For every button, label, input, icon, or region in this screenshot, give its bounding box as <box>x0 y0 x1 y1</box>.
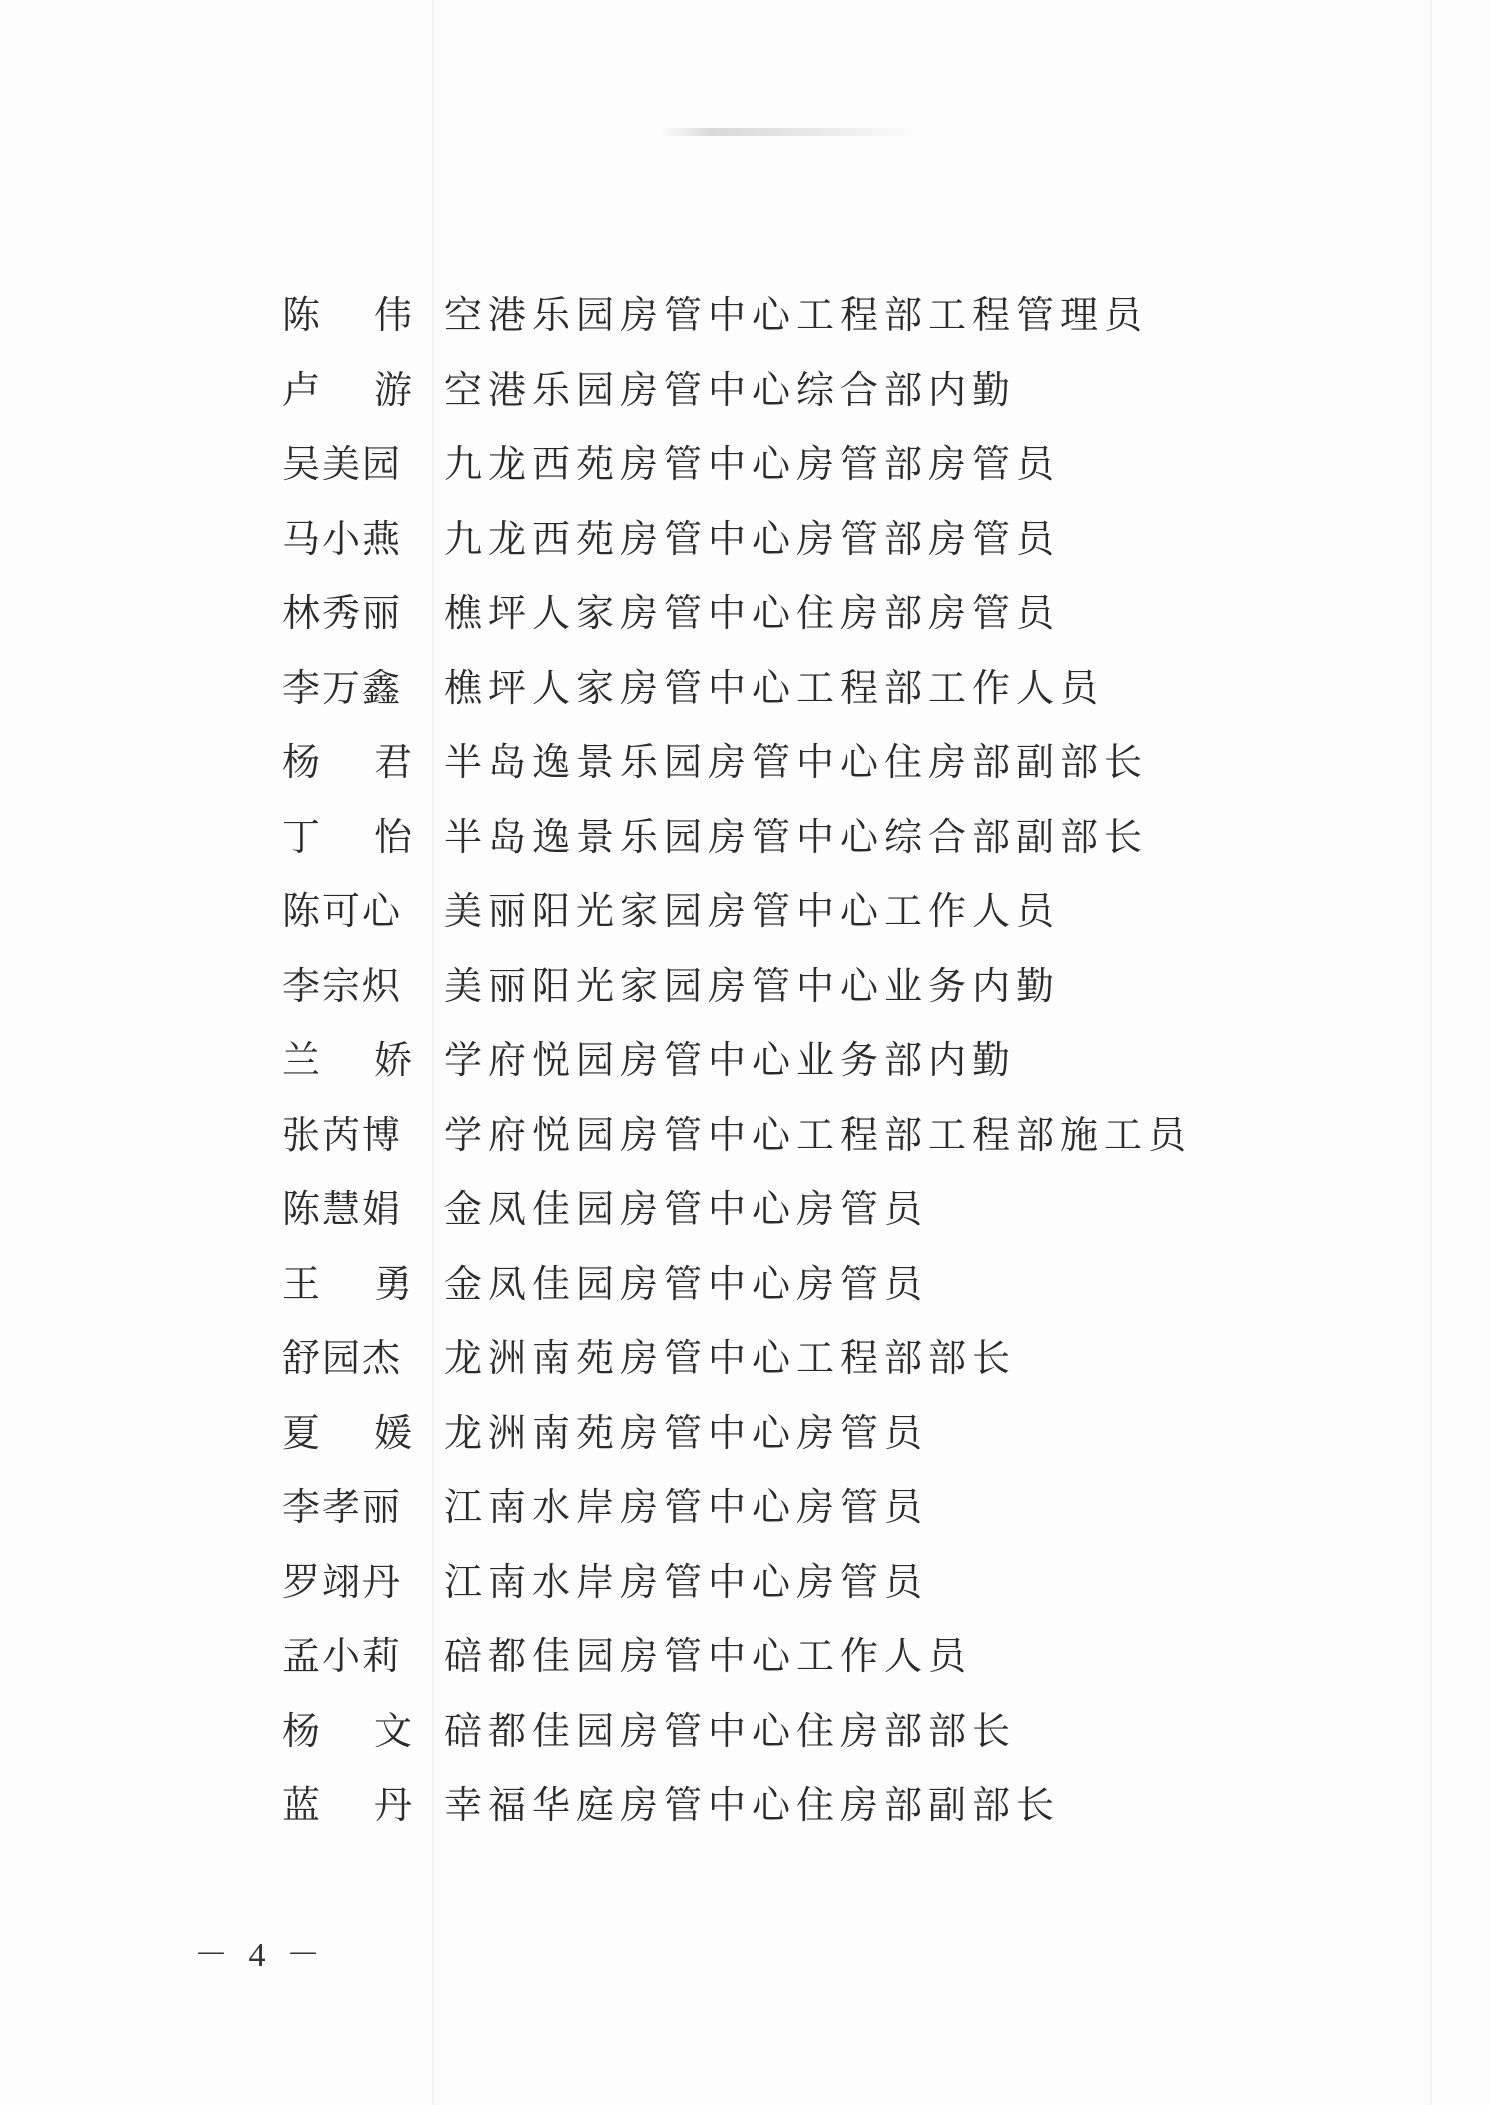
person-name: 罗翊丹 <box>282 1559 403 1604</box>
personnel-list <box>282 278 1282 1843</box>
page-number: － 4 － <box>194 1937 326 1974</box>
scan-artifact <box>660 128 920 136</box>
personnel-row <box>282 651 1282 726</box>
person-name: 卢游 <box>282 367 467 412</box>
person-name: 李万鑫 <box>282 665 403 710</box>
person-name: 杨文 <box>282 1708 467 1753</box>
personnel-row <box>282 1545 1282 1620</box>
person-position: 龙洲南苑房管中心房管员 <box>444 1410 929 1455</box>
person-position: 金凤佳园房管中心房管员 <box>444 1187 929 1232</box>
personnel-row <box>282 725 1282 800</box>
person-name: 舒园杰 <box>282 1336 403 1381</box>
person-position: 碚都佳园房管中心工作人员 <box>444 1634 973 1679</box>
personnel-row <box>282 1694 1282 1769</box>
personnel-row <box>282 353 1282 428</box>
person-position: 龙洲南苑房管中心工程部部长 <box>444 1336 1017 1381</box>
person-position: 江南水岸房管中心房管员 <box>444 1485 929 1530</box>
person-name: 王勇 <box>282 1261 467 1306</box>
person-name: 李宗炽 <box>282 963 403 1008</box>
personnel-row <box>282 1247 1282 1322</box>
person-name: 蓝丹 <box>282 1783 467 1828</box>
scan-fold-line <box>1430 0 1432 2105</box>
person-name: 马小燕 <box>282 516 403 561</box>
person-position: 九龙西苑房管中心房管部房管员 <box>444 442 1061 487</box>
person-position: 金凤佳园房管中心房管员 <box>444 1261 929 1306</box>
person-position: 美丽阳光家园房管中心业务内勤 <box>444 963 1061 1008</box>
person-position: 美丽阳光家园房管中心工作人员 <box>444 889 1061 934</box>
personnel-row <box>282 1321 1282 1396</box>
person-position: 碚都佳园房管中心住房部部长 <box>444 1708 1017 1753</box>
personnel-row <box>282 949 1282 1024</box>
person-name: 张芮博 <box>282 1112 403 1157</box>
personnel-row <box>282 874 1282 949</box>
person-name: 丁怡 <box>282 814 467 859</box>
person-position: 九龙西苑房管中心房管部房管员 <box>444 516 1061 561</box>
person-position: 樵坪人家房管中心工程部工作人员 <box>444 665 1105 710</box>
person-position: 空港乐园房管中心工程部工程管理员 <box>444 293 1149 338</box>
person-name: 陈慧娟 <box>282 1187 403 1232</box>
personnel-row <box>282 1172 1282 1247</box>
personnel-row <box>282 1470 1282 1545</box>
personnel-row <box>282 427 1282 502</box>
personnel-row <box>282 502 1282 577</box>
person-name: 李孝丽 <box>282 1485 403 1530</box>
person-position: 半岛逸景乐园房管中心住房部副部长 <box>444 740 1149 785</box>
personnel-row <box>282 800 1282 875</box>
personnel-row <box>282 576 1282 651</box>
person-position: 半岛逸景乐园房管中心综合部副部长 <box>444 814 1149 859</box>
person-position: 学府悦园房管中心业务部内勤 <box>444 1038 1017 1083</box>
person-name: 兰娇 <box>282 1038 467 1083</box>
personnel-row <box>282 278 1282 353</box>
person-name: 孟小莉 <box>282 1634 403 1679</box>
person-name: 陈可心 <box>282 889 403 934</box>
person-name: 吴美园 <box>282 442 403 487</box>
personnel-row <box>282 1098 1282 1173</box>
person-name: 夏媛 <box>282 1410 467 1455</box>
personnel-row <box>282 1396 1282 1471</box>
person-position: 江南水岸房管中心房管员 <box>444 1559 929 1604</box>
person-position: 空港乐园房管中心综合部内勤 <box>444 367 1017 412</box>
personnel-row <box>282 1768 1282 1843</box>
person-name: 林秀丽 <box>282 591 403 636</box>
person-position: 樵坪人家房管中心住房部房管员 <box>444 591 1061 636</box>
person-name: 陈伟 <box>282 293 467 338</box>
personnel-row <box>282 1619 1282 1694</box>
person-name: 杨君 <box>282 740 467 785</box>
personnel-row <box>282 1023 1282 1098</box>
person-position: 学府悦园房管中心工程部工程部施工员 <box>444 1112 1193 1157</box>
person-position: 幸福华庭房管中心住房部副部长 <box>444 1783 1061 1828</box>
